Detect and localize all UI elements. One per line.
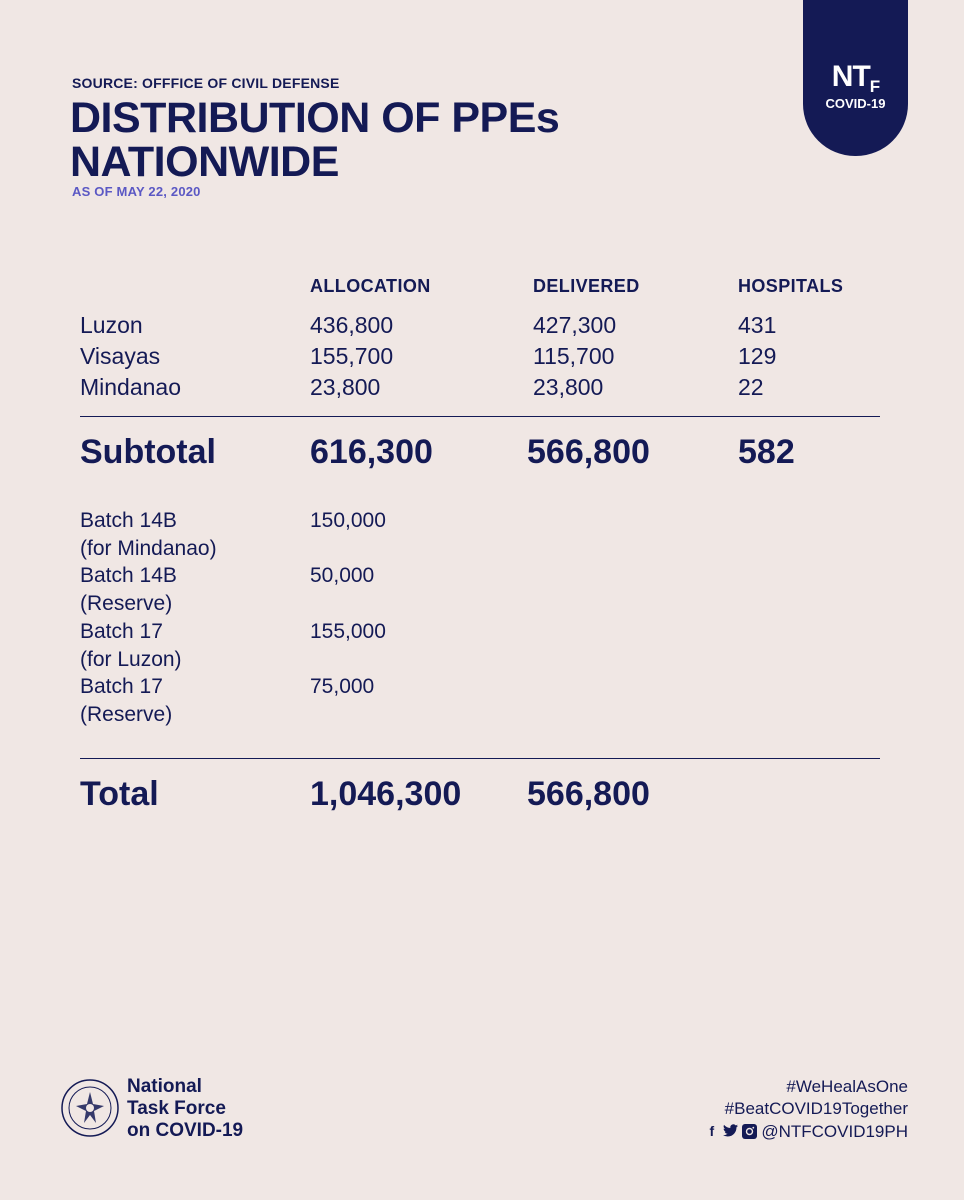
org-name xyxy=(127,1076,243,1142)
batch-name: Batch 17 xyxy=(80,620,163,643)
ntf-seal-icon xyxy=(60,1078,120,1138)
cell-delivered: 23,800 xyxy=(533,374,604,400)
total-label: Total xyxy=(80,775,159,813)
subtotal-label: Subtotal xyxy=(80,433,216,471)
ntf-logo-sub: F xyxy=(869,77,880,96)
ntf-logo-main: NT xyxy=(831,60,870,93)
batch-allocation: 155,000 xyxy=(310,620,386,643)
social-handle[interactable]: @NTFCOVID19PH xyxy=(761,1121,908,1141)
batch-label xyxy=(80,618,182,674)
column-header-delivered: DELIVERED xyxy=(533,276,640,296)
divider xyxy=(80,758,880,759)
cell-hospitals: 129 xyxy=(738,343,777,369)
batch-allocation: 75,000 xyxy=(310,675,375,698)
batch-name: Batch 14B xyxy=(80,509,177,532)
org-line-2: Task Force xyxy=(127,1098,226,1119)
org-line-3: on COVID-19 xyxy=(127,1120,244,1141)
batch-name: Batch 17 xyxy=(80,675,163,698)
batch-label xyxy=(80,562,177,618)
subtotal-allocation: 616,300 xyxy=(310,433,433,471)
cell-delivered: 427,300 xyxy=(533,312,617,338)
batch-label xyxy=(80,507,217,563)
column-header-hospitals: HOSPITALS xyxy=(738,276,844,296)
page-title xyxy=(70,96,559,184)
facebook-icon[interactable]: f xyxy=(709,1123,715,1139)
hashtag[interactable]: #BeatCOVID19Together xyxy=(724,1099,908,1118)
total-delivered: 566,800 xyxy=(527,775,650,813)
cell-allocation: 23,800 xyxy=(310,374,381,400)
batch-label xyxy=(80,673,172,729)
batch-note: (for Mindanao) xyxy=(80,537,217,560)
batch-note: (Reserve) xyxy=(80,703,173,726)
batch-note: (Reserve) xyxy=(80,592,173,615)
subtotal-hospitals: 582 xyxy=(738,433,795,471)
social-handle-row xyxy=(704,1121,908,1143)
batch-note: (for Luzon) xyxy=(80,648,182,671)
cell-delivered: 115,700 xyxy=(533,343,615,369)
row-label: Visayas xyxy=(80,343,161,369)
row-label: Mindanao xyxy=(80,374,182,400)
subtotal-delivered: 566,800 xyxy=(527,433,650,471)
batch-allocation: 150,000 xyxy=(310,509,386,532)
divider xyxy=(80,416,880,417)
batch-allocation: 50,000 xyxy=(310,564,375,587)
ntf-badge-caption: COVID-19 xyxy=(825,96,886,111)
title-line-1: DISTRIBUTION OF PPEs xyxy=(70,94,560,142)
ntf-badge xyxy=(803,0,908,156)
social-tags xyxy=(704,1076,908,1143)
as-of-date: AS OF MAY 22, 2020 xyxy=(72,184,201,199)
twitter-icon[interactable] xyxy=(723,1124,738,1139)
total-allocation: 1,046,300 xyxy=(310,775,462,813)
cell-allocation: 155,700 xyxy=(310,343,394,369)
title-line-2: NATIONWIDE xyxy=(70,138,339,186)
instagram-icon[interactable] xyxy=(742,1124,757,1139)
column-header-allocation: ALLOCATION xyxy=(310,276,431,296)
batch-name: Batch 14B xyxy=(80,564,177,587)
source-label: SOURCE: OFFFICE OF CIVIL DEFENSE xyxy=(72,75,340,91)
hashtag[interactable]: #WeHealAsOne xyxy=(786,1077,908,1096)
org-line-1: National xyxy=(127,1076,202,1097)
cell-hospitals: 431 xyxy=(738,312,777,338)
cell-hospitals: 22 xyxy=(738,374,764,400)
cell-allocation: 436,800 xyxy=(310,312,394,338)
row-label: Luzon xyxy=(80,312,143,338)
